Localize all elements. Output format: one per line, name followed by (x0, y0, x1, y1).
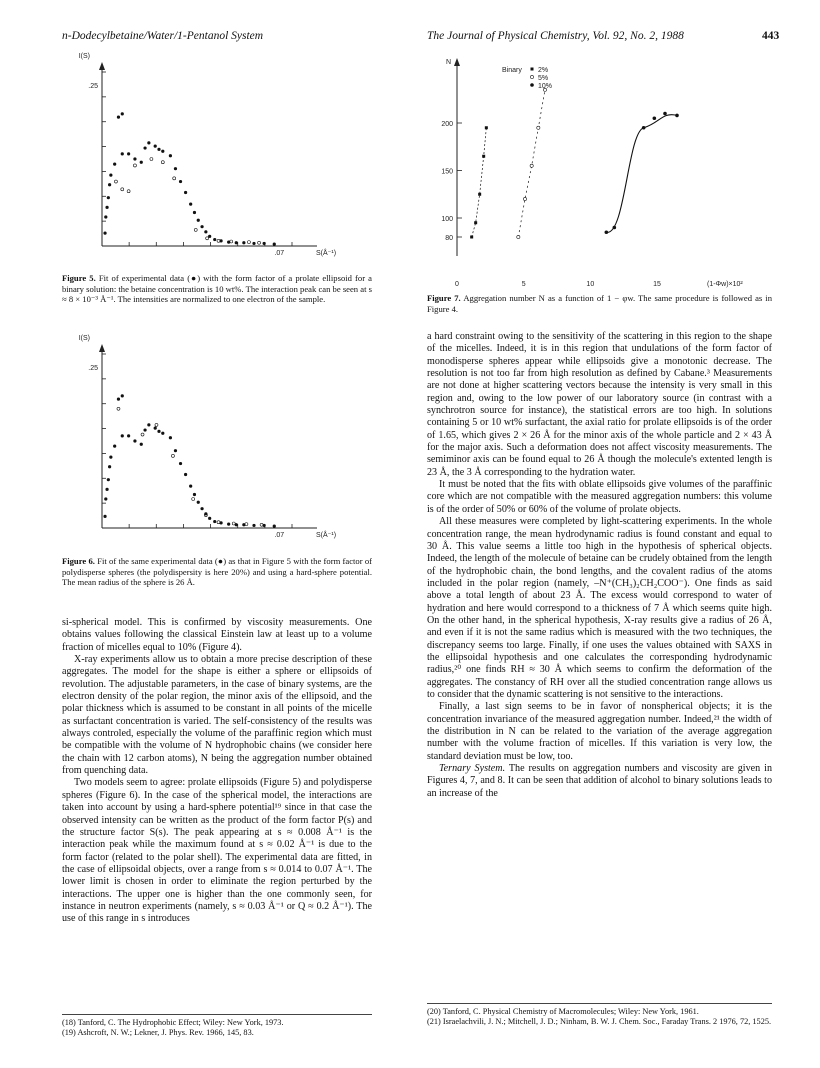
right-paragraph-4: Finally, a last sign seems to be in favor of nonspherical objects; it is the concentration invariance of the measured aggregation number. Indeed,²¹ the width of the distribution in N can be related to the variation of the average aggregation number with the volume fraction of micelles. If this variation is very low, the standard deviation must be low, too. (427, 701, 772, 762)
fig5-data-point (273, 242, 276, 245)
figure-5-caption-label: Figure 5. (62, 273, 96, 283)
figure-5-caption (62, 273, 372, 305)
fig5-data-point (157, 148, 160, 151)
fig7-x-tick-label: 5 (521, 281, 526, 288)
fig6-data-point (252, 524, 255, 527)
fig6-data-point (140, 443, 143, 446)
fig6-fit-point (192, 498, 195, 501)
fig6-data-point (105, 488, 108, 491)
fig6-data-point (154, 427, 157, 430)
fig5-fit-point (121, 188, 124, 191)
fig7-point-2pct (478, 193, 481, 196)
fig6-x-label: S(Å⁻¹) (316, 532, 337, 539)
fig7-point-2pct (482, 155, 485, 158)
fig5-data-point (140, 161, 143, 164)
fig6-data-point (197, 501, 200, 504)
left-paragraph-3: Two models seem to agree: prolate ellipsoids (Figure 5) and polydisperse spheres (Figure 6). In the case of the spherical model, the interactions are taken into account by using a hard-sphere potential¹⁹ since in that case the observed intensity can be written as the product of the form factor P(s) and the structure factor S(s). The peak appearing at s ≈ 0.008 Å⁻¹ is the interaction peak while the maximum found at s ≈ 0.02 Å⁻¹ is due to the form factor (related to the polar shell). The experimental data are fitted, in the case of ellipsoidal objects, over a range from s ≈ 0.014 to 0.07 Å⁻¹. The lower limit is chosen in order to eliminate the region perturbed by the interactions. The upper one is higher than the one commonly seen, for instance in neutron experiments (namely, s ≈ 0.03 Å⁻¹ or Q ≈ 0.2 Å⁻¹). The use of this range in s introduces (62, 777, 372, 925)
right-references (427, 1007, 772, 1027)
fig6-data-point (147, 423, 150, 426)
fig6-data-point (213, 520, 216, 523)
fig7-point-2pct (470, 236, 473, 239)
fig7-series-5pct-line (518, 90, 545, 237)
fig5-fit-point (133, 164, 136, 167)
fig5-fit-point (150, 158, 153, 161)
right-paragraph-2: It must be noted that the fits with oblate ellipsoids give volumes of the paraffinic core which are not compatible with the measured aggregation numbers: this volume is of the order of 50% or 60% of the volume of prolate objects. (427, 479, 772, 515)
fig6-data-point (103, 515, 106, 518)
fig5-data-point (121, 152, 124, 155)
fig6-data-point (121, 394, 124, 397)
fig5-fit-point (114, 180, 117, 183)
fig5-fit-point (206, 237, 209, 240)
fig7-y-tick-label: 200 (441, 121, 453, 128)
fig7-legend-marker-5pct (530, 75, 533, 78)
fig6-data-point (174, 449, 177, 452)
fig5-data-point (121, 112, 124, 115)
running-header-left: n-Dodecylbetaine/Water/1-Pentanol System (62, 30, 264, 42)
fig6-fit-point (232, 522, 235, 525)
fig7-point-5pct (523, 197, 526, 200)
fig6-data-point (273, 524, 276, 527)
fig6-data-point (117, 398, 120, 401)
fig6-data-point (157, 430, 160, 433)
fig6-fit-point (217, 521, 220, 524)
fig7-y-tick-label: 150 (441, 168, 453, 176)
fig6-data-point (189, 485, 192, 488)
running-header-right: The Journal of Physical Chemistry, Vol. 92, No. 2, 1988 (427, 30, 684, 42)
fig7-x-tick-label: 0 (455, 281, 459, 288)
fig7-legend-label-5pct: 5% (538, 75, 549, 82)
fig7-legend-label-2pct: 2% (538, 67, 549, 74)
left-column-text (62, 617, 372, 926)
fig5-data-point (197, 219, 200, 222)
fig5-data-point (108, 183, 111, 186)
fig5-data-point (179, 180, 182, 183)
reference-18: (18) Tanford, C. The Hydrophobic Effect; Wiley: New York, 1973. (62, 1018, 284, 1027)
fig6-data-point (193, 493, 196, 496)
fig6-data-point (143, 428, 146, 431)
fig5-data-point (200, 225, 203, 228)
fig5-data-point (174, 167, 177, 170)
fig7-point-5pct (530, 164, 533, 167)
fig6-data-point (184, 473, 187, 476)
fig6-y-label: I(S) (78, 335, 90, 342)
fig6-fit-point (171, 454, 174, 457)
fig7-y-arrow (454, 58, 460, 66)
fig5-data-point (169, 154, 172, 157)
fig6-data-point (133, 439, 136, 442)
right-paragraph-1: a hard constraint owing to the sensitivity of the scattering in this region to the shape of the micelles. Indeed, it is in this region that undulations of the form factor of monodisperse spheres appear while ellipsoids give a monotonic decrease. The resolution is not too far from high resolution as defined by Cabane.³ Measurements are not done at higher scattering vectors because the intensity is very small in this region and, owing to the low power of our laboratory source (in contrast with a synchrotron source for instance), the statistical errors are too high. In solutions containing 5 or 10 wt% surfactant, the axial ratio for prolate ellipsoids is of the order of 1.65, which gives 2 × 26 Å for the minor axis of the whole particle and 2 × 43 Å for the major axis. Such a deformation does not affect viscosity measurements. The semiminor axis can be found equal to 26 Å though the molecule's extented length is 23 Å, the 3 Å corresponding to the hydration water. (427, 331, 772, 478)
fig7-point-10pct (613, 226, 617, 230)
left-paragraph-1: si-spherical model. This is confirmed by viscosity measurements. One obtains values following the classical Einstein law at least up to a volume fraction of micelles equal to 10% (Figure 4). (62, 617, 372, 653)
figure-6-caption (62, 556, 372, 588)
ternary-system-heading: Ternary System. (439, 763, 506, 775)
fig5-data-point (213, 238, 216, 241)
fig7-legend-title: Binary (502, 67, 522, 74)
fig5-data-point (105, 206, 108, 209)
fig7-y-tick-label: 100 (441, 216, 453, 223)
fig7-point-10pct (675, 114, 679, 118)
fig5-fit-point (258, 241, 261, 244)
fig5-x-tick-label: .07 (274, 250, 285, 257)
figure-5-plot (62, 50, 372, 270)
figure-6-plot (62, 332, 372, 550)
fig5-data-point (113, 163, 116, 166)
right-column-text (427, 331, 772, 800)
fig6-data-point (179, 462, 182, 465)
fig5-data-point (127, 152, 130, 155)
fig5-data-point (109, 174, 112, 177)
fig5-data-point (104, 215, 107, 218)
page-number: 443 (762, 30, 780, 42)
reference-21: (21) Israelachvili, J. N.; Mitchell, J. D.; Ninham, B. W. J. Chem. Soc., Faraday Trans. 2 1976, 72, 1525. (427, 1017, 772, 1026)
fig6-fit-point (117, 407, 120, 410)
fig5-fit-point (194, 228, 197, 231)
fig5-data-point (147, 141, 150, 144)
fig6-data-point (109, 456, 112, 459)
left-references (62, 1018, 372, 1038)
fig5-data-point (107, 196, 110, 199)
fig7-legend-marker-2pct (531, 68, 534, 71)
figure-6-caption-label: Figure 6. (62, 556, 95, 566)
fig7-y-label: N (445, 59, 451, 66)
fig6-fit-point (155, 423, 158, 426)
fig6-data-point (121, 434, 124, 437)
fig5-data-point (117, 116, 120, 119)
fig7-point-2pct (485, 126, 488, 129)
fig7-series-2pct-line (472, 128, 487, 237)
footnote-rule-right (427, 1003, 772, 1004)
fig5-y-label: I(S) (78, 53, 90, 60)
figure-7-plot (427, 50, 772, 288)
figure-6-caption-text: Fit of the same experimental data (●) as that in Figure 5 with the form factor of polydisperse spheres (the polydispersity is here 20%) and using a hard-sphere potential. The mean radius of the sphere is 26 Å. (62, 556, 373, 588)
fig5-data-point (242, 241, 245, 244)
fig7-point-2pct (474, 221, 477, 224)
reference-20: (20) Tanford, C. Physical Chemistry of Macromolecules; Wiley: New York, 1961. (427, 1007, 699, 1016)
fig7-y-tick-label: 80 (445, 235, 453, 242)
fig7-legend-marker-10pct (530, 83, 534, 87)
fig5-data-point (154, 145, 157, 148)
fig5-data-point (133, 157, 136, 160)
figure-7 (427, 50, 772, 288)
fig5-fit-point (161, 161, 164, 164)
fig6-x-tick-label: .07 (274, 532, 285, 539)
fig6-fit-point (260, 523, 263, 526)
fig5-data-point (143, 146, 146, 149)
fig6-data-point (169, 436, 172, 439)
fig5-data-point (252, 242, 255, 245)
fig6-data-point (227, 523, 230, 526)
fig6-fit-point (245, 523, 248, 526)
fig6-data-point (113, 445, 116, 448)
fig7-point-10pct (605, 230, 609, 234)
fig5-data-point (189, 203, 192, 206)
fig5-x-label: S(Å⁻¹) (316, 250, 337, 257)
figure-5 (62, 50, 372, 270)
fig5-data-point (184, 191, 187, 194)
fig6-data-point (161, 432, 164, 435)
fig5-fit-point (127, 190, 130, 193)
fig7-legend-label-10pct: 10% (538, 83, 553, 90)
fig6-data-point (127, 434, 130, 437)
fig6-y-tick-label: .25 (88, 364, 98, 372)
fig7-x-tick-label: 10 (586, 281, 595, 288)
right-paragraph-5 (427, 763, 772, 800)
fig7-x-label: (1-Φw)×10² (707, 281, 743, 288)
fig7-series-10pct-curve (606, 115, 677, 233)
fig5-data-point (263, 242, 266, 245)
fig5-fit-point (247, 241, 250, 244)
fig5-y-tick-label: .25 (88, 82, 98, 90)
fig5-data-point (103, 232, 106, 235)
fig6-fit-point (141, 433, 144, 436)
fig6-data-point (200, 507, 203, 510)
right-paragraph-3: All these measures were completed by light-scattering experiments. In the whole concentration range, the mean hydrodynamic radius is found constant and equal to 30 Å. This value seems a little too high in the hypothesis of spherical objects. Indeed, the length of the molecule of betaine can be crudely obtained from the length of the hydrophobic chain, the bond lengths, and the covalent radius of the atoms included in the polar region (namely, –N⁺(CH₃)₂CH₂COO⁻). One finds as said above a total length of about 23 Å. The excess would correspond to water of hydration and here would correspond to a thickness of 7 Å which seems quite high. On the other hand, in the spherical hypothesis, X-ray results give a radius of 26 Å, and even if it is not the same radius which is measured with the two techniques, the discrepancy seems too large. Finally, if one uses the values obtained with SAXS in the ellipsoidal hypothesis and one calculates the corresponding hydrodynamic radius,²⁰ one finds RH ≈ 30 Å which seems to confirm the deformation of the aggregates. The constancy of RH over all the studied concentration range allows us to consider that the dynamic scattering is not sensitive to the interactions. (427, 516, 772, 700)
fig7-point-10pct (653, 116, 657, 120)
fig7-point-10pct (642, 126, 646, 130)
fig6-data-point (104, 497, 107, 500)
figure-5-caption-text: Fit of experimental data (●) with the form factor of a prolate ellipsoid for a binary solution: the betaine concentration is 10 wt%. The interaction peak can be seen at s ≈ 8 × 10⁻³ Å⁻¹. The intensities are normalized to one electron of the sample. (62, 273, 372, 305)
footnote-rule-left (62, 1014, 372, 1015)
fig7-point-10pct (663, 112, 667, 116)
fig6-data-point (107, 478, 110, 481)
figure-7-caption-text: Aggregation number N as a function of 1 − φw. The same procedure is followed as in Figure 4. (427, 293, 772, 314)
fig5-data-point (193, 211, 196, 214)
fig5-fit-point (230, 240, 233, 243)
fig6-data-point (108, 465, 111, 468)
figure-7-caption-label: Figure 7. (427, 293, 461, 303)
fig5-fit-point (173, 177, 176, 180)
fig5-y-arrow (99, 62, 105, 70)
figure-6 (62, 332, 372, 550)
fig5-data-point (235, 241, 238, 244)
reference-19: (19) Ashcroft, N. W.; Lekner, J. Phys. Rev. 1966, 145, 83. (62, 1028, 254, 1037)
fig5-data-point (161, 150, 164, 153)
fig7-point-5pct (537, 126, 540, 129)
left-paragraph-2: X-ray experiments allow us to obtain a more precise description of these aggregates. The model for the shape is either a sphere or ellipsoids of revolution. The adjustable parameters, in the case of binary systems, are the electron density of the polar region, the minor axis of the ellipsoid, and the polar thickness which is assumed to be constant in all points of the micelle as surfactant concentration is varied. The self-consistency of the results was always controled, especially the volume of the paraffinic region which must be compatible with the volume of N hydrophobic chains (we consider here the chain with 12 carbon atoms), N being the aggregation number obtained from quenching data. (62, 654, 372, 777)
fig6-data-point (208, 517, 211, 520)
right-paragraph-5-text: The results on aggregation numbers and viscosity are given in Figures 4, 7, and 8. It can be seen that addition of alcohol to binary solutions leads to an increase of the (427, 763, 772, 799)
fig7-point-5pct (517, 235, 520, 238)
fig5-data-point (204, 230, 207, 233)
fig6-y-arrow (99, 344, 105, 352)
figure-7-caption (427, 293, 772, 314)
fig7-x-tick-label: 15 (653, 281, 661, 288)
